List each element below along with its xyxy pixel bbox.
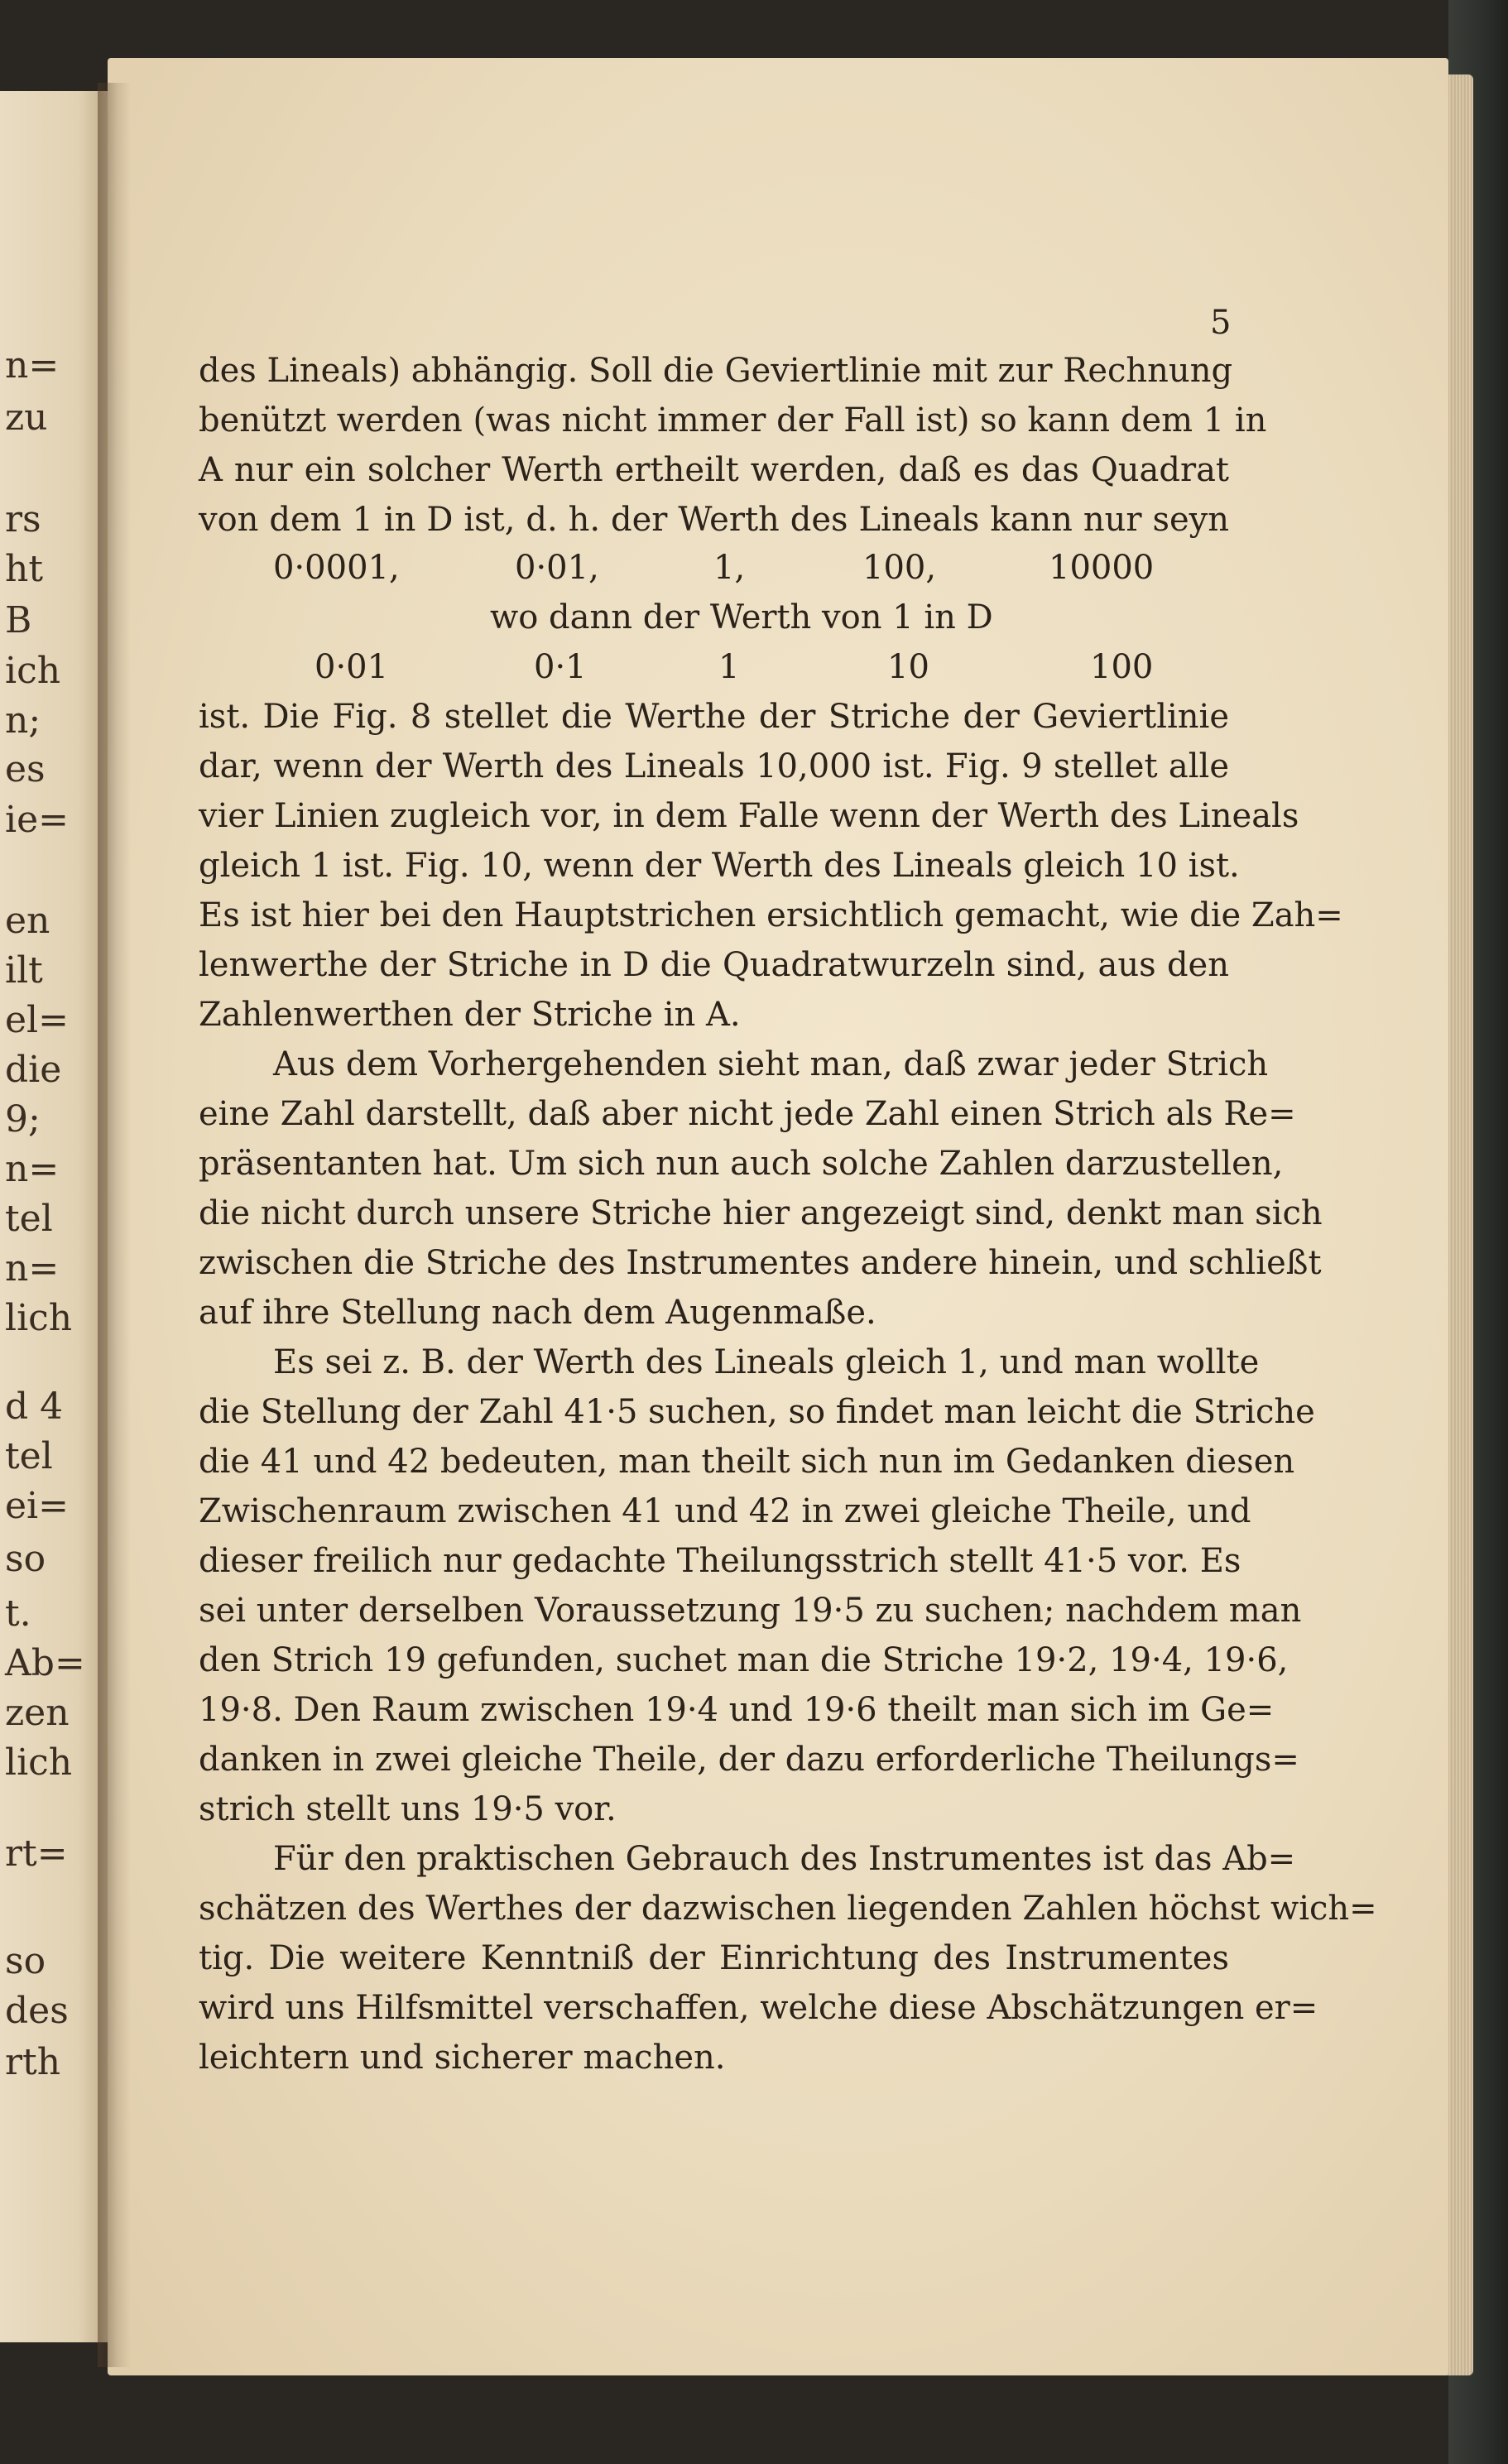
- left-fragment: t.: [5, 1592, 31, 1635]
- text-line: die 41 und 42 bedeuten, man theilt sich nun im Gedanken diesen: [199, 1443, 1295, 1481]
- left-fragment: tel: [5, 1198, 53, 1240]
- left-fragment: ich: [5, 650, 61, 692]
- left-fragment: zen: [5, 1692, 70, 1734]
- page-number: 5: [1210, 304, 1232, 342]
- text-line: strich stellt uns 19·5 vor.: [199, 1790, 617, 1828]
- value-cell: 10: [887, 648, 929, 686]
- left-fragment: rs: [5, 498, 41, 540]
- text-line: dar, wenn der Werth des Lineals 10,000 ist. Fig. 9 stellet alle: [199, 747, 1229, 785]
- left-fragment: d 4: [5, 1386, 64, 1428]
- text-line: Für den praktischen Gebrauch des Instrumentes ist das Ab=: [273, 1840, 1296, 1878]
- text-line: Es ist hier bei den Hauptstrichen ersichtlich gemacht, wie die Zah=: [199, 896, 1343, 934]
- text-line: tig. Die weitere Kenntniß der Einrichtung des Instrumentes: [199, 1939, 1229, 1977]
- left-fragment: lich: [5, 1297, 73, 1339]
- centered-line: wo dann der Werth von 1 in D: [490, 598, 993, 636]
- value-cell: 10000: [1049, 549, 1155, 587]
- value-cell: 0·01,: [515, 549, 599, 587]
- text-line: ist. Die Fig. 8 stellet die Werthe der Striche der Geviertlinie: [199, 698, 1229, 736]
- text-line: Zwischenraum zwischen 41 und 42 in zwei gleiche Theile, und: [199, 1492, 1251, 1530]
- text-line: die nicht durch unsere Striche hier angezeigt sind, denkt man sich: [199, 1194, 1323, 1232]
- text-line: präsentanten hat. Um sich nun auch solche Zahlen darzustellen,: [199, 1145, 1284, 1183]
- left-fragment: n=: [5, 1148, 60, 1190]
- text-line: eine Zahl darstellt, daß aber nicht jede Zahl einen Strich als Re=: [199, 1095, 1296, 1133]
- left-fragment: B: [5, 599, 32, 641]
- left-fragment: tel: [5, 1435, 53, 1477]
- left-fragment: el=: [5, 999, 69, 1041]
- text-line: Zahlenwerthen der Striche in A.: [199, 996, 741, 1034]
- left-fragment: so: [5, 1940, 46, 1982]
- left-fragment: ht: [5, 548, 44, 590]
- left-fragment: rt=: [5, 1832, 68, 1875]
- left-fragment: n;: [5, 699, 41, 742]
- text-line: lenwerthe der Striche in D die Quadratwurzeln sind, aus den: [199, 946, 1229, 984]
- text-line: dieser freilich nur gedachte Theilungsstrich stellt 41·5 vor. Es: [199, 1542, 1241, 1580]
- value-cell: 100: [1090, 648, 1154, 686]
- text-line: A nur ein solcher Werth ertheilt werden, daß es das Quadrat: [199, 451, 1229, 489]
- text-line: danken in zwei gleiche Theile, der dazu erforderliche Theilungs=: [199, 1741, 1299, 1779]
- left-fragment: die: [5, 1049, 62, 1091]
- text-line: des Lineals) abhängig. Soll die Geviertlinie mit zur Rechnung: [199, 352, 1233, 390]
- value-cell: 1,: [713, 549, 746, 587]
- left-fragment: des: [5, 1990, 69, 2032]
- left-fragment: ie=: [5, 799, 69, 841]
- value-cell: 0·1: [534, 648, 587, 686]
- left-fragment: Ab=: [5, 1642, 85, 1684]
- text-line: die Stellung der Zahl 41·5 suchen, so findet man leicht die Striche: [199, 1393, 1315, 1431]
- left-fragment: 9;: [5, 1098, 41, 1141]
- left-fragment: so: [5, 1538, 46, 1580]
- left-fragment: ilt: [5, 949, 43, 992]
- value-cell: 100,: [862, 549, 937, 587]
- left-fragment: lich: [5, 1741, 73, 1784]
- text-line: Aus dem Vorhergehenden sieht man, daß zwar jeder Strich: [273, 1045, 1269, 1083]
- left-fragment: en: [5, 900, 50, 942]
- value-cell: 0·0001,: [273, 549, 400, 587]
- text-line: vier Linien zugleich vor, in dem Falle wenn der Werth des Lineals: [199, 797, 1299, 835]
- text-line: zwischen die Striche des Instrumentes andere hinein, und schließt: [199, 1244, 1322, 1282]
- text-line: wird uns Hilfsmittel verschaffen, welche diese Abschätzungen er=: [199, 1989, 1318, 2027]
- text-line: 19·8. Den Raum zwischen 19·4 und 19·6 theilt man sich im Ge=: [199, 1691, 1275, 1729]
- left-fragment: zu: [5, 396, 48, 439]
- left-fragment: n=: [5, 1247, 60, 1290]
- text-line: schätzen des Werthes der dazwischen liegenden Zahlen höchst wich=: [199, 1890, 1377, 1928]
- left-fragment: ei=: [5, 1485, 69, 1527]
- text-line: sei unter derselben Voraussetzung 19·5 zu suchen; nachdem man: [199, 1592, 1302, 1630]
- left-fragment: rth: [5, 2041, 61, 2083]
- text-line: gleich 1 ist. Fig. 10, wenn der Werth des Lineals gleich 10 ist.: [199, 847, 1240, 885]
- text-line: leichtern und sicherer machen.: [199, 2039, 726, 2077]
- text-line: von dem 1 in D ist, d. h. der Werth des Lineals kann nur seyn: [199, 501, 1229, 539]
- left-fragment: es: [5, 748, 46, 790]
- text-line: benützt werden (was nicht immer der Fall ist) so kann dem 1 in: [199, 401, 1267, 439]
- text-line: Es sei z. B. der Werth des Lineals gleich 1, und man wollte: [273, 1343, 1260, 1381]
- left-fragment: n=: [5, 344, 60, 387]
- text-line: den Strich 19 gefunden, suchet man die Striche 19·2, 19·4, 19·6,: [199, 1641, 1289, 1679]
- text-line: auf ihre Stellung nach dem Augenmaße.: [199, 1294, 876, 1332]
- value-cell: 0·01: [315, 648, 389, 686]
- value-cell: 1: [718, 648, 740, 686]
- gutter-shadow: [98, 83, 131, 2367]
